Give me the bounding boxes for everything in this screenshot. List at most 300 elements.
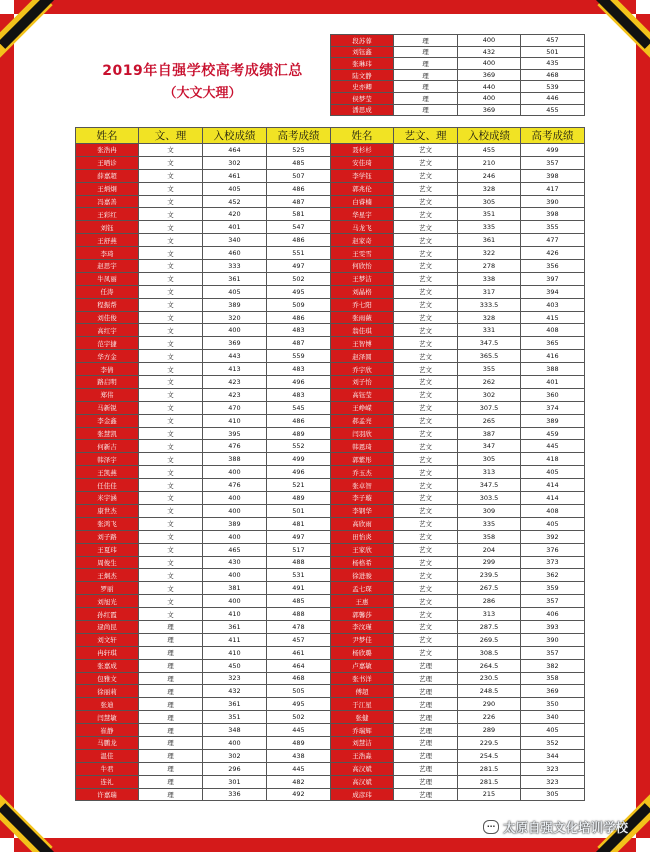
name-cell: 路启明 [76, 376, 139, 389]
table-row [331, 285, 585, 298]
exam-score-cell: 501 [521, 46, 585, 58]
table-row [331, 234, 585, 247]
exam-score-cell: 486 [267, 311, 331, 324]
track-cell: 理 [394, 35, 458, 47]
name-cell: 于江星 [331, 698, 394, 711]
entry-score-cell: 254.5 [458, 749, 521, 762]
track-cell: 文 [139, 156, 203, 169]
name-cell: 李钢华 [331, 504, 394, 517]
table-row [76, 285, 331, 298]
entry-score-cell: 320 [203, 311, 267, 324]
table-row [331, 144, 585, 157]
entry-score-cell: 347 [458, 440, 521, 453]
entry-score-cell: 333.5 [458, 298, 521, 311]
entry-score-cell: 322 [458, 247, 521, 260]
entry-score-cell: 443 [203, 350, 267, 363]
exam-score-cell: 352 [521, 736, 585, 749]
name-cell: 何欣怡 [331, 260, 394, 273]
frame-left-bar [0, 14, 14, 838]
column-header: 高考成绩 [267, 128, 331, 144]
name-cell: 王峥嵘 [331, 401, 394, 414]
track-cell: 艺文 [394, 620, 458, 633]
page-title: 2019年自强学校高考成绩汇总 [102, 63, 303, 79]
exam-score-cell: 491 [267, 582, 331, 595]
table-row [331, 46, 585, 58]
entry-score-cell: 410 [203, 646, 267, 659]
exam-score-cell: 457 [267, 633, 331, 646]
entry-score-cell: 461 [203, 169, 267, 182]
entry-score-cell: 296 [203, 762, 267, 775]
entry-score-cell: 351 [458, 208, 521, 221]
track-cell: 文 [139, 582, 203, 595]
exam-score-cell: 468 [267, 672, 331, 685]
entry-score-cell: 423 [203, 388, 267, 401]
name-cell: 王凯燕 [76, 466, 139, 479]
exam-score-cell: 401 [521, 376, 585, 389]
name-cell: 韩恩琦 [331, 440, 394, 453]
exam-score-cell: 417 [521, 182, 585, 195]
frame-bottom-bar [14, 838, 636, 852]
track-cell: 文 [139, 569, 203, 582]
entry-score-cell: 389 [203, 517, 267, 530]
table-row [76, 453, 331, 466]
frame-right-bar [636, 14, 650, 838]
track-cell: 艺理 [394, 659, 458, 672]
table-row [331, 659, 585, 672]
exam-score-cell: 393 [521, 620, 585, 633]
track-cell: 艺文 [394, 608, 458, 621]
exam-score-cell: 559 [267, 350, 331, 363]
entry-score-cell: 476 [203, 440, 267, 453]
track-cell: 理 [139, 633, 203, 646]
name-cell: 王惠 [331, 595, 394, 608]
name-cell: 孙红霞 [76, 608, 139, 621]
wechat-icon: ⋯ [483, 820, 499, 834]
entry-score-cell: 400 [203, 324, 267, 337]
exam-score-cell: 358 [521, 672, 585, 685]
name-cell: 陆文静 [331, 69, 394, 81]
name-cell: 任涛 [76, 285, 139, 298]
table-row [331, 543, 585, 556]
name-cell: 孟七琛 [331, 582, 394, 595]
entry-score-cell: 281.5 [458, 762, 521, 775]
exam-score-cell: 531 [267, 569, 331, 582]
name-cell: 郭紫彤 [331, 453, 394, 466]
track-cell: 艺文 [394, 401, 458, 414]
exam-score-cell: 483 [267, 388, 331, 401]
track-cell: 理 [139, 685, 203, 698]
table-row [76, 492, 331, 505]
name-cell: 李子璇 [331, 492, 394, 505]
entry-score-cell: 269.5 [458, 633, 521, 646]
track-cell: 艺文 [394, 350, 458, 363]
table-row [331, 260, 585, 273]
entry-score-cell: 358 [458, 530, 521, 543]
exam-score-cell: 373 [521, 556, 585, 569]
entry-score-cell: 287.5 [458, 620, 521, 633]
exam-score-cell: 488 [267, 608, 331, 621]
entry-score-cell: 365.5 [458, 350, 521, 363]
name-cell: 郭馨莎 [331, 608, 394, 621]
entry-score-cell: 347.5 [458, 479, 521, 492]
table-row [76, 620, 331, 633]
entry-score-cell: 302 [203, 749, 267, 762]
entry-score-cell: 361 [203, 272, 267, 285]
exam-score-cell: 497 [267, 530, 331, 543]
entry-score-cell: 215 [458, 788, 521, 801]
table-row [76, 582, 331, 595]
name-cell: 闫慧敏 [76, 711, 139, 724]
table-row [76, 698, 331, 711]
table-row [331, 388, 585, 401]
exam-score-cell: 507 [267, 169, 331, 182]
entry-score-cell: 262 [458, 376, 521, 389]
exam-score-cell: 485 [267, 156, 331, 169]
table-row [331, 775, 585, 788]
name-cell: 翁佳琪 [331, 324, 394, 337]
table-row [76, 608, 331, 621]
entry-score-cell: 400 [458, 58, 521, 70]
table-row [76, 685, 331, 698]
exam-score-cell: 499 [267, 453, 331, 466]
exam-score-cell: 323 [521, 762, 585, 775]
left-score-table [75, 127, 331, 801]
track-cell: 艺理 [394, 685, 458, 698]
name-cell: 卢嘉敏 [331, 659, 394, 672]
name-cell: 周俊生 [76, 556, 139, 569]
exam-score-cell: 455 [521, 104, 585, 116]
exam-score-cell: 435 [521, 58, 585, 70]
table-row [331, 401, 585, 414]
exam-score-cell: 489 [267, 492, 331, 505]
name-cell: 牛君 [76, 762, 139, 775]
name-cell: 马鹏龙 [76, 736, 139, 749]
table-row [76, 260, 331, 273]
table-row [331, 311, 585, 324]
track-cell: 理 [139, 698, 203, 711]
entry-score-cell: 338 [458, 272, 521, 285]
table-row [76, 427, 331, 440]
exam-score-cell: 545 [267, 401, 331, 414]
name-cell: 王智博 [331, 337, 394, 350]
exam-score-cell: 486 [267, 182, 331, 195]
table-row [331, 595, 585, 608]
table-row [331, 608, 585, 621]
table-row [331, 363, 585, 376]
entry-score-cell: 336 [203, 788, 267, 801]
exam-score-cell: 414 [521, 479, 585, 492]
table-row [331, 582, 585, 595]
table-row [331, 633, 585, 646]
track-cell: 艺文 [394, 453, 458, 466]
exam-score-cell: 408 [521, 324, 585, 337]
column-header: 姓名 [331, 128, 394, 144]
name-cell: 李金鑫 [76, 414, 139, 427]
table-row [76, 337, 331, 350]
table-row [331, 620, 585, 633]
track-cell: 文 [139, 285, 203, 298]
track-cell: 文 [139, 556, 203, 569]
exam-score-cell: 405 [521, 466, 585, 479]
table-row [76, 633, 331, 646]
table-row [76, 169, 331, 182]
name-cell: 王家欣 [331, 543, 394, 556]
table-row [76, 182, 331, 195]
table-row [331, 698, 585, 711]
name-cell: 刘慧洁 [331, 736, 394, 749]
entry-score-cell: 388 [203, 453, 267, 466]
entry-score-cell: 369 [458, 69, 521, 81]
entry-score-cell: 340 [203, 234, 267, 247]
name-cell: 刘文轩 [76, 633, 139, 646]
name-cell: 刘子路 [76, 530, 139, 543]
exam-score-cell: 357 [521, 646, 585, 659]
exam-score-cell: 495 [267, 698, 331, 711]
header-row [76, 128, 331, 144]
exam-score-cell: 376 [521, 543, 585, 556]
track-cell: 理 [139, 749, 203, 762]
entry-score-cell: 400 [203, 492, 267, 505]
entry-score-cell: 302 [458, 388, 521, 401]
name-cell: 张琳玮 [331, 58, 394, 70]
entry-score-cell: 476 [203, 479, 267, 492]
track-cell: 理 [139, 724, 203, 737]
table-row [331, 453, 585, 466]
name-cell: 何新吉 [76, 440, 139, 453]
track-cell: 文 [139, 169, 203, 182]
exam-score-cell: 481 [267, 517, 331, 530]
entry-score-cell: 369 [458, 104, 521, 116]
name-cell: 许嘉瑞 [76, 788, 139, 801]
track-cell: 艺文 [394, 646, 458, 659]
exam-score-cell: 492 [267, 788, 331, 801]
name-cell: 郑伟 [76, 388, 139, 401]
table-row [331, 337, 585, 350]
exam-score-cell: 483 [267, 363, 331, 376]
entry-score-cell: 317 [458, 285, 521, 298]
entry-score-cell: 309 [458, 504, 521, 517]
entry-score-cell: 267.5 [458, 582, 521, 595]
right-score-table [330, 127, 585, 801]
table-row [331, 156, 585, 169]
name-cell: 张雨薇 [331, 311, 394, 324]
table-row [331, 504, 585, 517]
track-cell: 艺文 [394, 324, 458, 337]
entry-score-cell: 286 [458, 595, 521, 608]
top-score-table [330, 34, 585, 116]
table-row [76, 749, 331, 762]
table-row [76, 595, 331, 608]
exam-score-cell: 445 [521, 440, 585, 453]
table-row [76, 350, 331, 363]
track-cell: 艺文 [394, 144, 458, 157]
track-cell: 文 [139, 221, 203, 234]
name-cell: 刘晶格 [331, 285, 394, 298]
table-row [76, 517, 331, 530]
track-cell: 文 [139, 272, 203, 285]
name-cell: 郭兆伦 [331, 182, 394, 195]
track-cell: 理 [394, 58, 458, 70]
table-row [331, 530, 585, 543]
track-cell: 文 [139, 504, 203, 517]
table-row [331, 414, 585, 427]
track-cell: 文 [139, 337, 203, 350]
column-header: 入校成绩 [203, 128, 267, 144]
entry-score-cell: 248.5 [458, 685, 521, 698]
table-row [331, 104, 585, 116]
entry-score-cell: 303.5 [458, 492, 521, 505]
exam-score-cell: 496 [267, 376, 331, 389]
exam-score-cell: 497 [267, 260, 331, 273]
entry-score-cell: 239.5 [458, 569, 521, 582]
track-cell: 艺文 [394, 311, 458, 324]
track-cell: 艺文 [394, 569, 458, 582]
table-row [331, 182, 585, 195]
exam-score-cell: 483 [267, 324, 331, 337]
track-cell: 文 [139, 530, 203, 543]
corner-ornament-bottom-left [0, 792, 60, 852]
track-cell: 文 [139, 311, 203, 324]
name-cell: 张卓智 [331, 479, 394, 492]
track-cell: 艺文 [394, 156, 458, 169]
exam-score-cell: 521 [267, 479, 331, 492]
table-row [331, 350, 585, 363]
exam-score-cell: 438 [267, 749, 331, 762]
entry-score-cell: 355 [458, 363, 521, 376]
table-row [331, 221, 585, 234]
table-row [331, 427, 585, 440]
entry-score-cell: 405 [203, 285, 267, 298]
exam-score-cell: 406 [521, 608, 585, 621]
name-cell: 傅超 [331, 685, 394, 698]
entry-score-cell: 204 [458, 543, 521, 556]
exam-score-cell: 398 [521, 208, 585, 221]
table-row [331, 195, 585, 208]
table-row [76, 272, 331, 285]
track-cell: 理 [139, 620, 203, 633]
watermark [483, 818, 628, 836]
track-cell: 艺理 [394, 698, 458, 711]
entry-score-cell: 333 [203, 260, 267, 273]
name-cell: 安佳琦 [331, 156, 394, 169]
entry-score-cell: 411 [203, 633, 267, 646]
name-cell: 范宇捷 [76, 337, 139, 350]
exam-score-cell: 360 [521, 388, 585, 401]
name-cell: 华星宇 [331, 208, 394, 221]
track-cell: 文 [139, 182, 203, 195]
name-cell: 王夏玮 [76, 543, 139, 556]
table-row [331, 81, 585, 93]
track-cell: 艺文 [394, 260, 458, 273]
entry-score-cell: 400 [458, 35, 521, 47]
name-cell: 田怡炎 [331, 530, 394, 543]
track-cell: 艺文 [394, 388, 458, 401]
table-row [331, 208, 585, 221]
exam-score-cell: 397 [521, 272, 585, 285]
exam-score-cell: 505 [267, 685, 331, 698]
entry-score-cell: 430 [203, 556, 267, 569]
track-cell: 艺文 [394, 504, 458, 517]
name-cell: 高钰莹 [331, 388, 394, 401]
exam-score-cell: 369 [521, 685, 585, 698]
entry-score-cell: 400 [458, 92, 521, 104]
name-cell: 刘旭光 [76, 595, 139, 608]
exam-score-cell: 487 [267, 337, 331, 350]
table-row [76, 466, 331, 479]
track-cell: 文 [139, 401, 203, 414]
exam-score-cell: 495 [267, 285, 331, 298]
exam-score-cell: 459 [521, 427, 585, 440]
name-cell: 张鸿飞 [76, 517, 139, 530]
exam-score-cell: 489 [267, 736, 331, 749]
table-row [76, 788, 331, 801]
exam-score-cell: 482 [267, 775, 331, 788]
name-cell: 高红宇 [76, 324, 139, 337]
name-cell: 逯尚昆 [76, 620, 139, 633]
name-cell: 王炯杰 [76, 569, 139, 582]
entry-score-cell: 361 [458, 234, 521, 247]
track-cell: 理 [139, 762, 203, 775]
table-row [331, 440, 585, 453]
name-cell: 温佳 [76, 749, 139, 762]
track-cell: 文 [139, 608, 203, 621]
name-cell: 闫羽欣 [331, 427, 394, 440]
track-cell: 文 [139, 414, 203, 427]
name-cell: 白睿楠 [331, 195, 394, 208]
entry-score-cell: 452 [203, 195, 267, 208]
entry-score-cell: 335 [458, 221, 521, 234]
exam-score-cell: 551 [267, 247, 331, 260]
track-cell: 文 [139, 376, 203, 389]
track-cell: 理 [139, 646, 203, 659]
track-cell: 文 [139, 234, 203, 247]
track-cell: 艺文 [394, 169, 458, 182]
entry-score-cell: 210 [458, 156, 521, 169]
name-cell: 刘佳俊 [76, 311, 139, 324]
track-cell: 文 [139, 208, 203, 221]
entry-score-cell: 331 [458, 324, 521, 337]
exam-score-cell: 357 [521, 595, 585, 608]
name-cell: 乔瑞辉 [331, 724, 394, 737]
track-cell: 文 [139, 388, 203, 401]
track-cell: 艺理 [394, 672, 458, 685]
exam-score-cell: 390 [521, 633, 585, 646]
entry-score-cell: 351 [203, 711, 267, 724]
table-row [76, 144, 331, 157]
table-row [76, 479, 331, 492]
exam-score-cell: 392 [521, 530, 585, 543]
track-cell: 文 [139, 517, 203, 530]
table-row [76, 556, 331, 569]
entry-score-cell: 229.5 [458, 736, 521, 749]
track-cell: 艺文 [394, 427, 458, 440]
track-cell: 艺文 [394, 363, 458, 376]
exam-score-cell: 390 [521, 195, 585, 208]
table-row [331, 517, 585, 530]
table-row [76, 221, 331, 234]
exam-score-cell: 501 [267, 504, 331, 517]
table-row [331, 466, 585, 479]
table-row [331, 724, 585, 737]
entry-score-cell: 460 [203, 247, 267, 260]
name-cell: 米宇涵 [76, 492, 139, 505]
entry-score-cell: 405 [203, 182, 267, 195]
track-cell: 理 [394, 46, 458, 58]
track-cell: 理 [394, 69, 458, 81]
track-cell: 艺文 [394, 221, 458, 234]
name-cell: 高汉斌 [331, 762, 394, 775]
exam-score-cell: 552 [267, 440, 331, 453]
